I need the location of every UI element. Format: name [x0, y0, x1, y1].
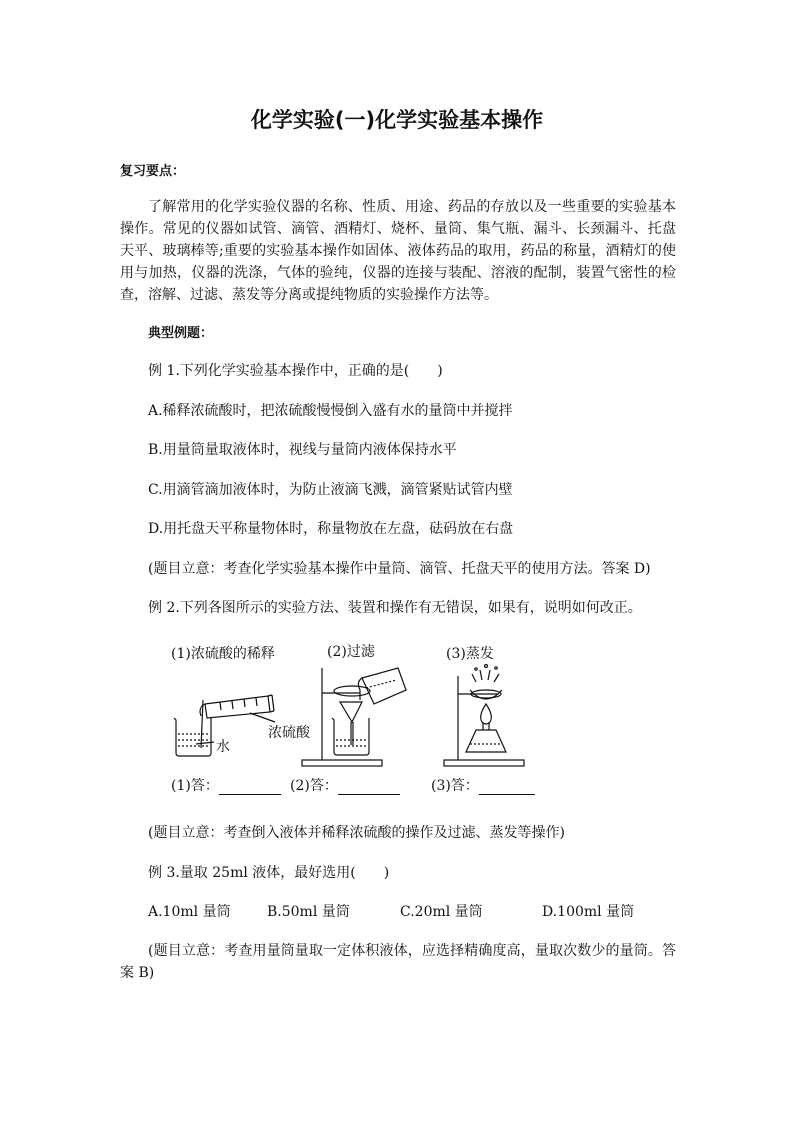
beaker-icon — [174, 718, 211, 756]
example3-option-c: C.20ml 量筒 — [400, 904, 483, 920]
alcohol-lamp-icon — [466, 704, 506, 752]
graduated-cylinder-icon — [200, 695, 274, 718]
example1-option-a: A.稀释浓硫酸时，把浓硫酸慢慢倒入盛有水的量筒中并搅拌 — [148, 403, 513, 419]
example3-note: (题目立意：考查用量筒量取一定体积液体，应选择精确度高，量取次数少的量筒。答案 B) — [120, 943, 676, 981]
example1-question: 例 1.下列化学实验基本操作中，正确的是( ) — [148, 363, 443, 379]
caption-filtration: (2)过滤 — [327, 644, 375, 660]
answer-3-blank[interactable] — [479, 779, 535, 795]
example1-note: (题目立意：考查化学实验基本操作中量筒、滴管、托盘天平的使用方法。答案 D) — [148, 561, 651, 577]
label-water: 水 — [216, 739, 230, 755]
answer-3-label: (3)答： — [431, 778, 479, 794]
page-title: 化学实验(一)化学实验基本操作 — [250, 108, 544, 132]
review-paragraph: 了解常用的化学实验仪器的名称、性质、用途、药品的存放以及一些重要的实验基本操作。常见的仪器如试管、滴管、酒精灯、烧杯、量筒、集气瓶、漏斗、长颈漏斗、托盘天平、玻璃棒等;重要的实验基本操作如固体、液体药品的取用，药品的称量，酒精灯的使用与加热，仪器的洗涤，气体的验纯，仪器的连接与装配、溶液的配制，装置气密性的检查，溶解、过滤、蒸发等分离或提纯物质的实验操作方法等。 — [120, 199, 676, 303]
filter-stand-icon — [302, 668, 382, 766]
example3-option-a: A.10ml 量筒 — [148, 904, 231, 920]
answer-2-blank[interactable] — [338, 779, 400, 795]
answer-2-label: (2)答： — [290, 778, 338, 794]
example1-option-d: D.用托盘天平称量物体时，称量物放在左盘，砝码放在右盘 — [148, 521, 514, 537]
label-sulfuric-acid: 浓硫酸 — [268, 725, 310, 741]
answer-3 — [431, 775, 535, 795]
answer-1-label: (1)答： — [171, 778, 219, 794]
answer-2 — [290, 775, 400, 795]
examples-heading: 典型例题： — [148, 326, 214, 341]
example2-question: 例 2.下列各图所示的实验方法、装置和操作有无错误，如果有，说明如何改正。 — [148, 600, 642, 616]
review-heading: 复习要点： — [120, 164, 186, 179]
answer-1-blank[interactable] — [219, 779, 281, 795]
answer-1 — [171, 775, 281, 795]
example3-option-d: D.100ml 量筒 — [542, 904, 635, 920]
example1-option-c: C.用滴管滴加液体时，为防止液滴飞溅，滴管紧贴试管内壁 — [148, 482, 513, 498]
funnel-icon — [340, 702, 362, 745]
example2-note: (题目立意：考查倒入液体并稀释浓硫酸的操作及过滤、蒸发等操作) — [148, 825, 565, 841]
example1-option-b: B.用量筒量取液体时，视线与量筒内液体保持水平 — [148, 442, 457, 458]
caption-evaporation: (3)蒸发 — [446, 646, 494, 662]
pouring-beaker-icon — [358, 668, 406, 704]
example3-option-b: B.50ml 量筒 — [267, 904, 350, 920]
caption-dilution: (1)浓硫酸的稀释 — [171, 646, 275, 662]
spatter-icon — [472, 665, 499, 683]
example3-question: 例 3.量取 25ml 液体，最好选用( ) — [148, 865, 390, 881]
